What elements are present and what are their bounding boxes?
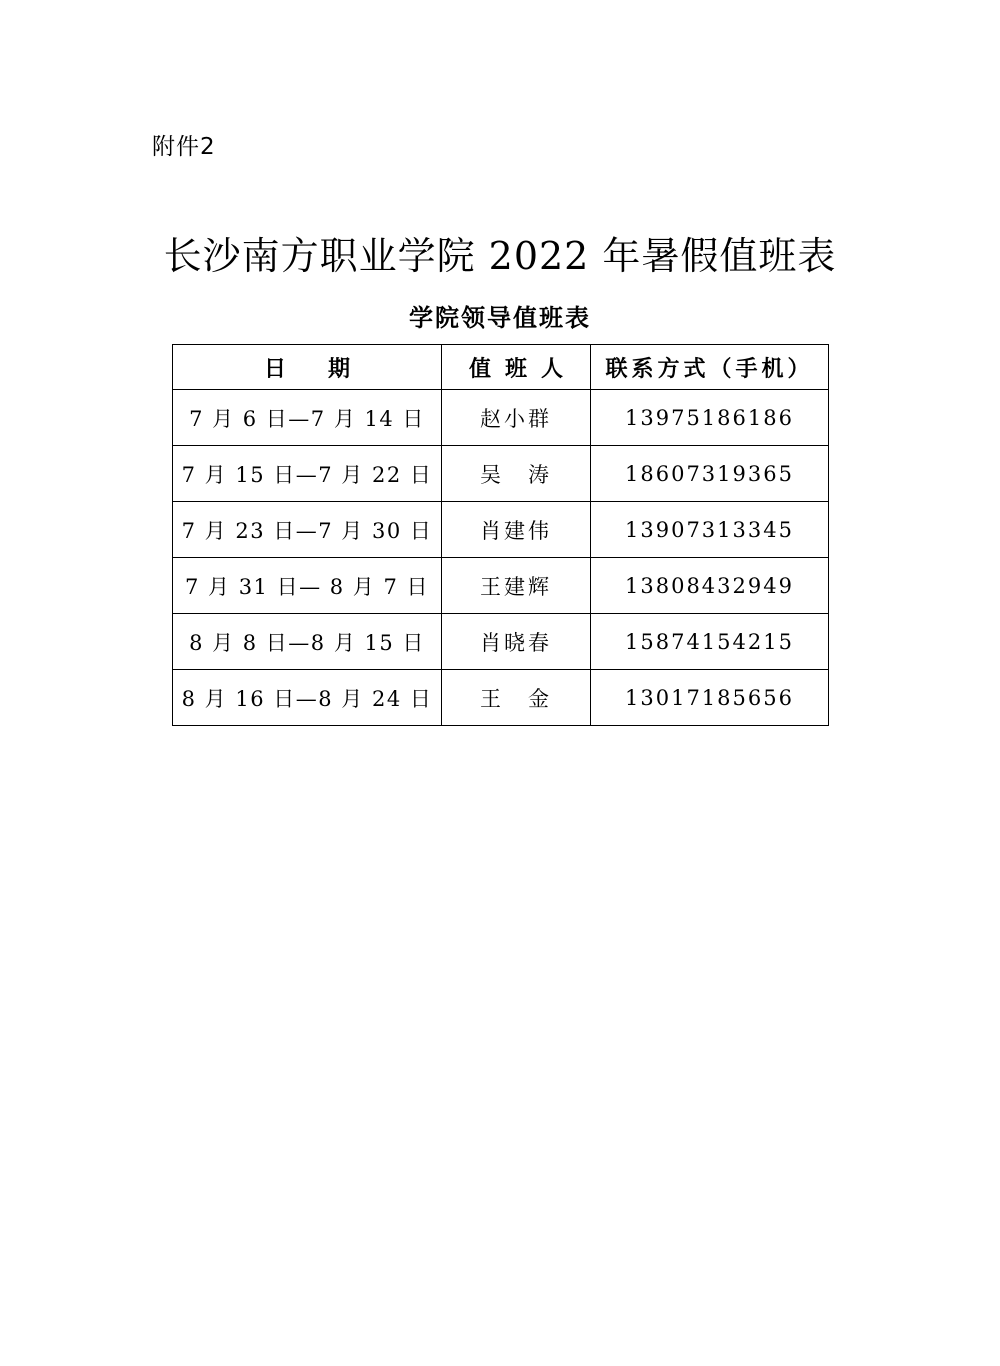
table-row (173, 502, 829, 558)
header-person-label: 值班人 (468, 356, 577, 382)
duty-person: 肖建伟 (442, 502, 591, 558)
attachment-label: 附件2 (152, 134, 216, 160)
duty-phone: 18607319365 (591, 446, 829, 502)
duty-date: 7 月 23 日—7 月 30 日 (173, 502, 442, 558)
header-date (173, 345, 442, 390)
duty-date: 8 月 16 日—8 月 24 日 (173, 670, 442, 726)
duty-date: 7 月 15 日—7 月 22 日 (173, 446, 442, 502)
duty-person: 肖晓春 (442, 614, 591, 670)
table-subtitle: 学院领导值班表 (409, 304, 591, 332)
duty-phone: 13017185656 (591, 670, 829, 726)
duty-schedule-table (172, 344, 829, 726)
header-contact-label: 联系方式（手机） (605, 356, 814, 382)
table-row (173, 670, 829, 726)
table-row (173, 390, 829, 446)
duty-phone: 15874154215 (591, 614, 829, 670)
duty-person: 王 金 (442, 670, 591, 726)
header-person (442, 345, 591, 390)
header-contact (591, 345, 829, 390)
duty-person: 王建辉 (442, 558, 591, 614)
duty-date: 8 月 8 日—8 月 15 日 (173, 614, 442, 670)
table-header-row (173, 345, 829, 390)
duty-date: 7 月 6 日—7 月 14 日 (173, 390, 442, 446)
duty-phone: 13907313345 (591, 502, 829, 558)
table-row (173, 558, 829, 614)
table-row (173, 446, 829, 502)
duty-person: 赵小群 (442, 390, 591, 446)
table-row (173, 614, 829, 670)
duty-person: 吴 涛 (442, 446, 591, 502)
header-date-label: 日期 (263, 356, 392, 382)
document-title: 长沙南方职业学院 2022 年暑假值班表 (163, 234, 837, 278)
duty-date: 7 月 31 日— 8 月 7 日 (173, 558, 442, 614)
duty-phone: 13808432949 (591, 558, 829, 614)
duty-phone: 13975186186 (591, 390, 829, 446)
